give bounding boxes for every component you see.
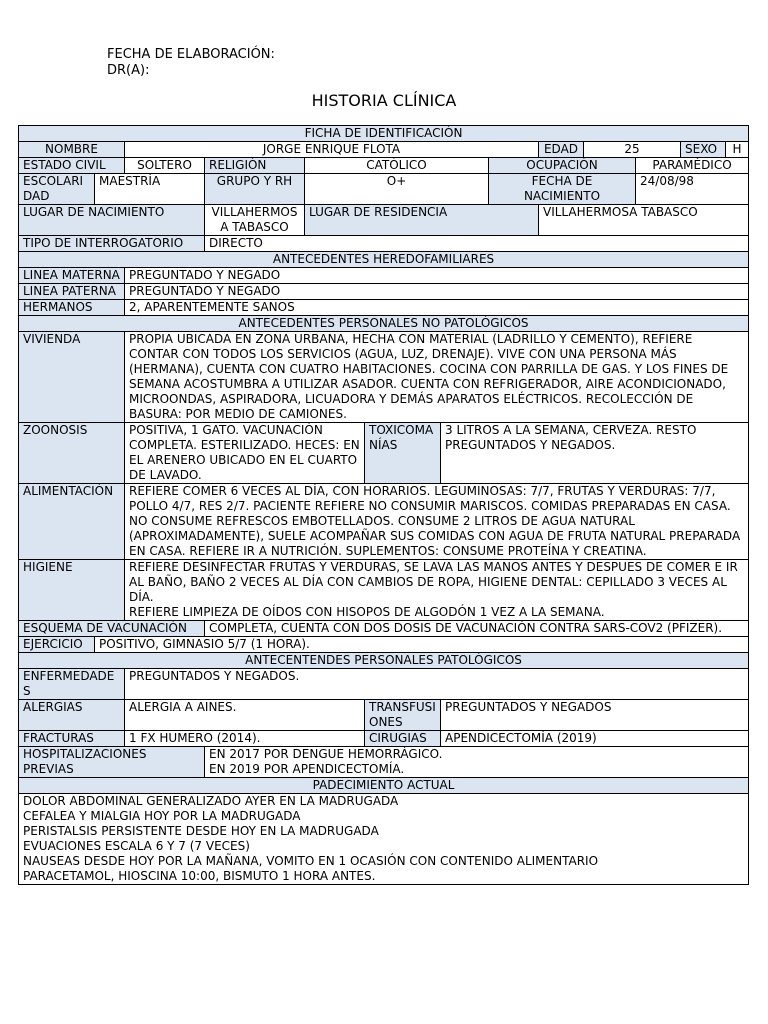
fecha-elaboracion-label: FECHA DE ELABORACIÓN: [107,47,275,62]
edad-value: 25 [584,142,681,158]
hermanos-label: HERMANOS [19,300,125,316]
religion-value: CATÓLICO [305,158,489,174]
ocupacion-label: OCUPACIÓN [489,158,636,174]
higiene-text-1: REFIERE DESINFECTAR FRUTAS Y VERDURAS, SE LAVA LAS MANOS ANTES Y DESPUES DE COMER E IR AL BAÑO, BAÑO 2 VECES AL DÍA CON CAMBIOS DE ROPA, HIGIENE DENTAL: CEPILLADO 3 VECES AL DÍA. [129,560,738,604]
section-no-patologicos: ANTECEDENTES PERSONALES NO PATOLÓGICOS [19,316,749,332]
tipo-interrogatorio-label: TIPO DE INTERROGATORIO [19,236,205,252]
padecimiento-line: EVUACIONES ESCALA 6 Y 7 (7 VECES) [23,839,250,853]
escolaridad-label: ESCOLARIDAD [19,174,95,205]
alergias-label: ALERGIAS [19,700,125,731]
ejercicio-label: EJERCICIO [19,637,95,653]
padecimiento-line: PERISTALSIS PERSISTENTE DESDE HOY EN LA MADRUGADA [23,824,379,838]
nombre-value: JORGE ENRIQUE FLOTA [125,142,539,158]
zoonosis-value: POSITIVA, 1 GATO. VACUNACIÓN COMPLETA. ESTERILIZADO. HECES: EN EL ARENERO UBICADO EN EL CUARTO DE LAVADO. [125,423,365,484]
fracturas-value: 1 FX HUMERO (2014). [125,731,365,747]
padecimiento-line: PARACETAMOL, HIOSCINA 10:00, BISMUTO 1 HORA ANTES. [23,869,376,883]
hospitalizaciones-value [205,747,749,778]
linea-materna-value: PREGUNTADO Y NEGADO [125,268,749,284]
linea-paterna-value: PREGUNTADO Y NEGADO [125,284,749,300]
higiene-value [125,560,749,621]
enfermedades-label: ENFERMEDADES [19,669,125,700]
alimentacion-value: REFIERE COMER 6 VECES AL DÍA, CON HORARIOS. LEGUMINOSAS: 7/7, FRUTAS Y VERDURAS: 7/7, POLLO 4/7, RES 2/7. PACIENTE REFIERE NO CONSUMIR MARISCOS. COMIDAS PREPARADAS EN CASA. NO CONSUME REFRESCOS EMBOTELLADOS. CONSUME 2 LITROS DE AGUA NATURAL (APROXIMADAMENTE), SUELE ACOMPAÑAR SUS COMIDAS CON AGUA DE FRUTA NATURAL PREPARADA EN CASA. REFIERE IR A NUTRICIÓN. SUPLEMENTOS: CONSUME PROTEÍNA Y CREATINA. [125,484,749,560]
lugar-nacimiento-label: LUGAR DE NACIMIENTO [19,205,205,236]
esquema-vacunacion-label: ESQUEMA DE VACUNACIÓN [19,621,205,637]
edad-label: EDAD [539,142,584,158]
fecha-nacimiento-value: 24/08/98 [636,174,749,205]
ocupacion-value: PARAMÉDICO [636,158,749,174]
doctor-label: DR(A): [107,63,150,78]
lugar-nacimiento-value: VILLAHERMOSA TABASCO [205,205,305,236]
document-title: HISTORIA CLÍNICA [311,91,457,110]
linea-paterna-label: LINEA PATERNA [19,284,125,300]
sexo-value: H [732,142,742,156]
cirugias-label: CIRUGIAS [365,731,441,747]
sexo-label: SEXO [681,142,726,157]
higiene-label: HIGIENE [19,560,125,621]
hospitalizacion-item: EN 2017 POR DENGUE HEMORRÁGICO. [209,747,443,761]
lugar-residencia-label: LUGAR DE RESIDENCIA [305,205,539,236]
linea-materna-label: LINEA MATERNA [19,268,125,284]
vivienda-value: PROPIA UBICADA EN ZONA URBANA, HECHA CON MATERIAL (LADRILLO Y CEMENTO), REFIERE CONTAR CON TODOS LOS SERVICIOS (AGUA, LUZ, DRENAJE). VIVE CON UNA PERSONA MÁS (HERMANA), CUENTA CON CUATRO HABITACIONES. COCINA CON PARRILLA DE GAS. Y LOS FINES DE SEMANA ACOSTUMBRA A UTILIZAR ASADOR. CUENTA CON REFRIGERADOR, AIRE ACONDICIONADO, MICROONDAS, ASPIRADORA, LICUADORA Y DEMÁS APARATOS ELÉCTRICOS. RECOLECCIÓN DE BASURA: POR MEDIO DE CAMIONES. [125,332,749,423]
fecha-nacimiento-label: FECHA DE NACIMIENTO [489,174,636,205]
religion-label: RELIGIÓN [205,158,305,174]
transfusiones-value: PREGUNTADOS Y NEGADOS [441,700,749,731]
section-heredofamiliares: ANTECEDENTES HEREDOFAMILIARES [19,252,749,268]
section-ficha-identificacion: FICHA DE IDENTIFICACIÓN [19,126,749,142]
nombre-label: NOMBRE [19,142,125,158]
section-padecimiento-actual: PADECIMIENTO ACTUAL [19,778,749,794]
lugar-residencia-value: VILLAHERMOSA TABASCO [539,205,749,236]
higiene-text-2: REFIERE LIMPIEZA DE OÍDOS CON HISOPOS DE ALGODÓN 1 VEZ A LA SEMANA. [129,605,605,619]
zoonosis-label: ZOONOSIS [19,423,125,484]
section-patologicos: ANTECENTENDES PERSONALES PATOLÓGICOS [19,653,749,669]
toxicomanias-label: TOXICOMANÍAS [365,423,441,484]
grupo-rh-label: GRUPO Y RH [205,174,305,205]
estado-civil-value: SOLTERO [125,158,205,174]
vivienda-label: VIVIENDA [19,332,125,423]
ejercicio-value: POSITIVO, GIMNASIO 5/7 (1 HORA). [95,637,749,653]
cirugias-value: APENDICECTOMÍA (2019) [441,731,749,747]
hospitalizacion-item: EN 2019 POR APENDICECTOMÍA. [209,762,405,776]
escolaridad-value: MAESTRÍA [95,174,205,205]
padecimiento-actual-value [19,794,749,885]
transfusiones-label: TRANSFUSIONES [365,700,441,731]
esquema-vacunacion-value: COMPLETA, CUENTA CON DOS DOSIS DE VACUNACIÓN CONTRA SARS-COV2 (PFIZER). [205,621,749,637]
padecimiento-line: DOLOR ABDOMINAL GENERALIZADO AYER EN LA MADRUGADA [23,794,399,808]
grupo-rh-value: O+ [305,174,489,205]
estado-civil-label: ESTADO CIVIL [19,158,125,174]
alergias-value: ALERGIA A AINES. [125,700,365,731]
tipo-interrogatorio-value: DIRECTO [205,236,749,252]
toxicomanias-value: 3 LITROS A LA SEMANA, CERVEZA. RESTO PREGUNTADOS Y NEGADOS. [441,423,749,484]
padecimiento-line: CEFALEA Y MIALGIA HOY POR LA MADRUGADA [23,809,301,823]
fracturas-label: FRACTURAS [19,731,125,747]
clinical-history-table [18,125,749,885]
padecimiento-line: NAUSEAS DESDE HOY POR LA MAÑANA, VOMITO EN 1 OCASIÓN CON CONTENIDO ALIMENTARIO [23,854,599,868]
enfermedades-value: PREGUNTADOS Y NEGADOS. [125,669,749,700]
hermanos-value: 2, APARENTEMENTE SANOS [125,300,749,316]
alimentacion-label: ALIMENTACIÓN [19,484,125,560]
hospitalizaciones-label: HOSPITALIZACIONES PREVIAS [19,747,205,778]
